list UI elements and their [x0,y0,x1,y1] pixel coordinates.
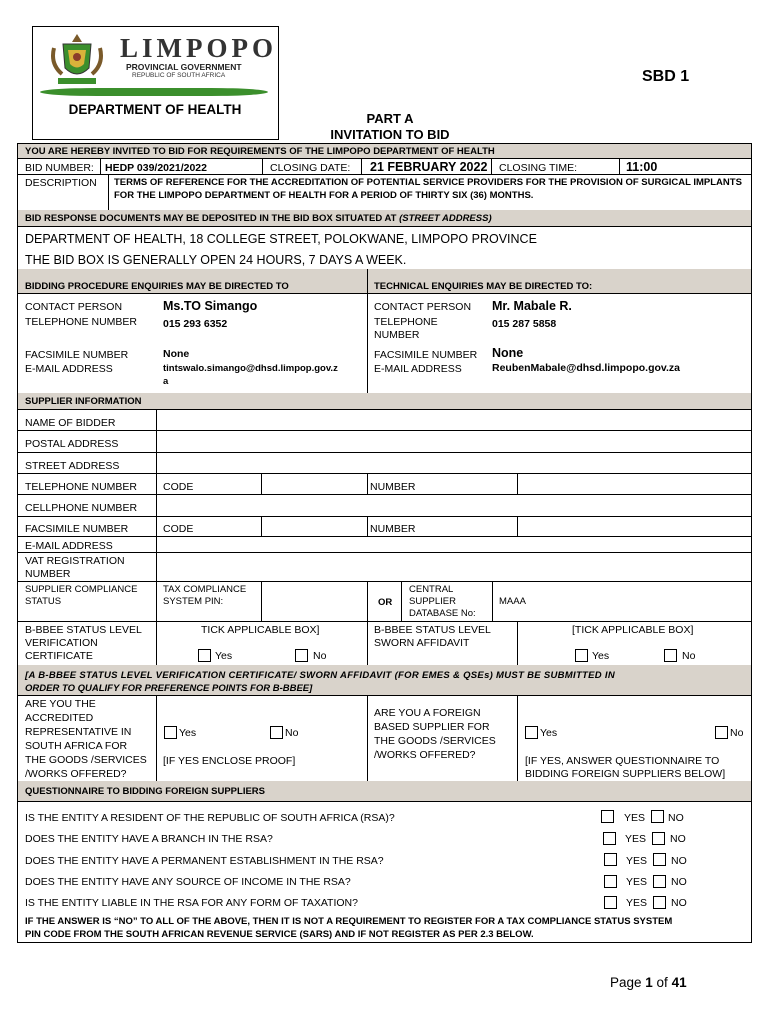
telephone-number-label: TELEPHONE NUMBER [25,481,138,493]
income-yes-checkbox[interactable] [604,875,617,888]
maaa-prefix: MAAA [499,596,526,607]
compliance-label-1: SUPPLIER COMPLIANCE [25,584,138,595]
logo-green-bar [40,88,268,96]
bidding-enquiries-heading: BIDDING PROCEDURE ENQUIRIES MAY BE DIRECTED TO [25,281,289,292]
foreign-line: /WORKS OFFERED? [374,749,476,761]
closing-time-label: CLOSING TIME: [499,162,577,174]
bid-number: HEDP 039/2021/2022 [105,162,207,174]
bid-fax: None [163,348,190,360]
tech-telephone-label-2: NUMBER [374,329,420,341]
bbbee-affidavit-no-label: No [682,650,696,662]
bid-contact-label: CONTACT PERSON [25,301,123,313]
bid-telephone: 015 293 6352 [163,318,228,330]
bbbee-affidavit-no-checkbox[interactable] [664,649,677,662]
bbbee-cert-no-checkbox[interactable] [295,649,308,662]
accredited-yes-label: Yes [179,727,197,739]
bbbee-cert-yes-label: Yes [215,650,233,662]
description-label: DESCRIPTION [25,177,97,189]
deposit-heading [25,213,492,224]
page-current: 1 [645,975,653,990]
income-no-checkbox[interactable] [653,875,666,888]
accredited-line: ARE YOU THE [25,698,96,710]
supplier-heading: SUPPLIER INFORMATION [25,396,142,407]
tax-pin-label-2: SYSTEM PIN: [163,596,224,607]
resident-no-checkbox[interactable] [651,810,664,823]
enclose-proof-note: [IF YES ENCLOSE PROOF] [163,755,296,767]
technical-enquiries-heading: TECHNICAL ENQUIRIES MAY BE DIRECTED TO: [374,281,593,292]
resident-yes-checkbox[interactable] [601,810,614,823]
bid-box-hours: THE BID BOX IS GENERALLY OPEN 24 HOURS, 7 DAYS A WEEK. [25,253,407,267]
questionnaire-footer-line1: IF THE ANSWER IS “NO” TO ALL OF THE ABOVE, THEN IT IS NOT A REQUIREMENT TO REGISTER FOR A TAX COMPLIANCE STATUS SYSTEM [25,916,673,927]
closing-time: 11:00 [626,160,658,174]
branch-yes-checkbox[interactable] [603,832,616,845]
invitation-title: INVITATION TO BID [330,127,450,142]
branch-no-label: NO [670,833,686,845]
questionnaire-heading: QUESTIONNAIRE TO BIDDING FOREIGN SUPPLIERS [25,786,265,797]
tech-email-label: E-MAIL ADDRESS [374,363,462,375]
csd-label-2: SUPPLIER [409,596,456,607]
bid-contact-person: Ms.TO Simango [163,299,258,313]
tech-telephone: 015 287 5858 [492,318,557,330]
vat-label-1: VAT REGISTRATION [25,555,125,567]
taxation-yes-label: YES [626,897,648,909]
closing-date: 21 FEBRUARY 2022 [370,160,488,174]
accredited-no-checkbox[interactable] [270,726,283,739]
accredited-line: SOUTH AFRICA FOR [25,740,128,752]
postal-address-label: POSTAL ADDRESS [25,438,119,450]
logo-country: REPUBLIC OF SOUTH AFRICA [132,72,226,79]
foreign-line: ARE YOU A FOREIGN [374,707,481,719]
establishment-no-label: NO [671,855,687,867]
bbbee-affidavit-yes-label: Yes [592,650,610,662]
bid-email-line1: tintswalo.simango@dhsd.limpop.gov.z [163,363,338,374]
branch-no-checkbox[interactable] [652,832,665,845]
tech-fax-label: FACSIMILE NUMBER [374,349,478,361]
tech-contact-label: CONTACT PERSON [374,301,472,313]
deposit-heading-italic: (STREET ADDRESS) [399,213,492,224]
accredited-no-label: No [285,727,299,739]
facsimile-number-field-label: NUMBER [370,523,416,535]
vat-label-2: NUMBER [25,568,71,580]
page-number [610,975,687,990]
tech-contact-person: Mr. Mabale R. [492,299,572,313]
bid-email-label: E-MAIL ADDRESS [25,363,113,375]
bbbee-cert-yes-checkbox[interactable] [198,649,211,662]
bbbee-cert-label-2: VERIFICATION [25,637,98,649]
accredited-line: REPRESENTATIVE IN [25,726,132,738]
accredited-line: ACCREDITED [25,712,94,724]
foreign-line: BASED SUPPLIER FOR [374,721,490,733]
tax-pin-label-1: TAX COMPLIANCE [163,584,247,595]
tech-email: ReubenMabale@dhsd.limpopo.gov.za [492,362,680,374]
deposit-address: DEPARTMENT OF HEALTH, 18 COLLEGE STREET, POLOKWANE, LIMPOPO PROVINCE [25,232,537,246]
income-yes-label: YES [626,876,648,888]
resident-yes-label: YES [624,812,646,824]
tech-fax: None [492,346,524,360]
bid-email-line2: a [163,376,169,387]
bid-telephone-label: TELEPHONE NUMBER [25,316,138,328]
csd-label-1: CENTRAL [409,584,454,595]
page-prefix: Page [610,975,646,990]
part-heading [330,111,450,143]
foreign-note-line1: [IF YES, ANSWER QUESTIONNAIRE TO [525,755,720,767]
bid-number-label: BID NUMBER: [25,162,94,174]
establishment-yes-checkbox[interactable] [604,853,617,866]
foreign-no-checkbox[interactable] [715,726,728,739]
accredited-question [25,697,147,781]
bbbee-notice-line2: ORDER TO QUALIFY FOR PREFERENCE POINTS FOR B-BBEE] [25,683,313,694]
taxation-no-checkbox[interactable] [653,896,666,909]
page-sep: of [652,975,672,990]
street-address-label: STREET ADDRESS [25,460,120,472]
logo-subtitle: PROVINCIAL GOVERNMENT [126,62,242,72]
page-total: 41 [671,975,687,990]
accredited-line: THE GOODS /SERVICES [25,754,147,766]
csd-label-3: DATABASE No: [409,608,476,619]
question-taxation: IS THE ENTITY LIABLE IN THE RSA FOR ANY FORM OF TAXATION? [25,897,358,909]
or-label: OR [378,597,393,608]
invite-line: YOU ARE HEREBY INVITED TO BID FOR REQUIREMENTS OF THE LIMPOPO DEPARTMENT OF HEALTH [25,146,495,157]
email-label: E-MAIL ADDRESS [25,540,113,552]
branch-yes-label: YES [625,833,647,845]
bbbee-affidavit-label-1: B-BBEE STATUS LEVEL [374,624,491,636]
foreign-yes-label: Yes [540,727,558,739]
tech-telephone-label-1: TELEPHONE [374,316,438,328]
resident-no-label: NO [668,812,684,824]
bidder-name-label: NAME OF BIDDER [25,417,116,429]
question-branch: DOES THE ENTITY HAVE A BRANCH IN THE RSA? [25,833,273,845]
cellphone-label: CELLPHONE NUMBER [25,502,138,514]
coat-of-arms-icon [48,30,106,88]
bid-description: TERMS OF REFERENCE FOR THE ACCREDITATION OF POTENTIAL SERVICE PROVIDERS FOR THE PROVISION OF SURGICAL IMPLANTS FOR THE LIMPOPO DEPARTMENT OF HEALTH FOR A PERIOD OF THIRTY SIX (36) MONTHS. [114,177,742,201]
taxation-yes-checkbox[interactable] [604,896,617,909]
income-no-label: NO [671,876,687,888]
bid-form [17,143,752,943]
bbbee-cert-tick-label: TICK APPLICABLE BOX] [201,624,320,636]
department-name: DEPARTMENT OF HEALTH [68,102,242,117]
bbbee-affidavit-tick-label: [TICK APPLICABLE BOX] [572,624,694,636]
taxation-no-label: NO [671,897,687,909]
foreign-no-label: No [730,727,744,739]
bbbee-affidavit-yes-checkbox[interactable] [575,649,588,662]
bid-fax-label: FACSIMILE NUMBER [25,349,129,361]
facsimile-label: FACSIMILE NUMBER [25,523,129,535]
form-code: SBD 1 [642,68,690,85]
bbbee-cert-label-1: B-BBEE STATUS LEVEL [25,624,142,636]
bbbee-notice-line1: [A B-BBEE STATUS LEVEL VERIFICATION CERTIFICATE/ SWORN AFFIDAVIT (FOR EMES & QSEs) MUST BE SUBMITTED IN [25,670,615,681]
bbbee-cert-label-3: CERTIFICATE [25,650,93,662]
facsimile-code-label: CODE [163,523,194,535]
foreign-note-line2: BIDDING FOREIGN SUPPLIERS BELOW] [525,768,726,780]
bbbee-cert-no-label: No [313,650,327,662]
questionnaire-footer-line2: PIN CODE FROM THE SOUTH AFRICAN REVENUE SERVICE (SARS) AND IF NOT REGISTER AS PER 2.3 BELOW. [25,929,534,940]
establishment-no-checkbox[interactable] [653,853,666,866]
question-establishment: DOES THE ENTITY HAVE A PERMANENT ESTABLISHMENT IN THE RSA? [25,855,384,867]
compliance-label-2: STATUS [25,596,62,607]
part-label: PART A [366,111,414,126]
question-income: DOES THE ENTITY HAVE ANY SOURCE OF INCOME IN THE RSA? [25,876,351,888]
logo-title: LIMPOPO [120,33,277,63]
accredited-line: /WORKS OFFERED? [25,768,127,780]
accredited-yes-checkbox[interactable] [164,726,177,739]
foreign-question [374,706,496,762]
question-resident: IS THE ENTITY A RESIDENT OF THE REPUBLIC OF SOUTH AFRICA (RSA)? [25,812,395,824]
telephone-number-field-label: NUMBER [370,481,416,493]
deposit-heading-text: BID RESPONSE DOCUMENTS MAY BE DEPOSITED IN THE BID BOX SITUATED AT [25,213,397,224]
foreign-yes-checkbox[interactable] [525,726,538,739]
bbbee-affidavit-label-2: SWORN AFFIDAVIT [374,637,470,649]
foreign-line: THE GOODS /SERVICES [374,735,496,747]
establishment-yes-label: YES [626,855,648,867]
closing-date-label: CLOSING DATE: [270,162,351,174]
telephone-code-label: CODE [163,481,194,493]
